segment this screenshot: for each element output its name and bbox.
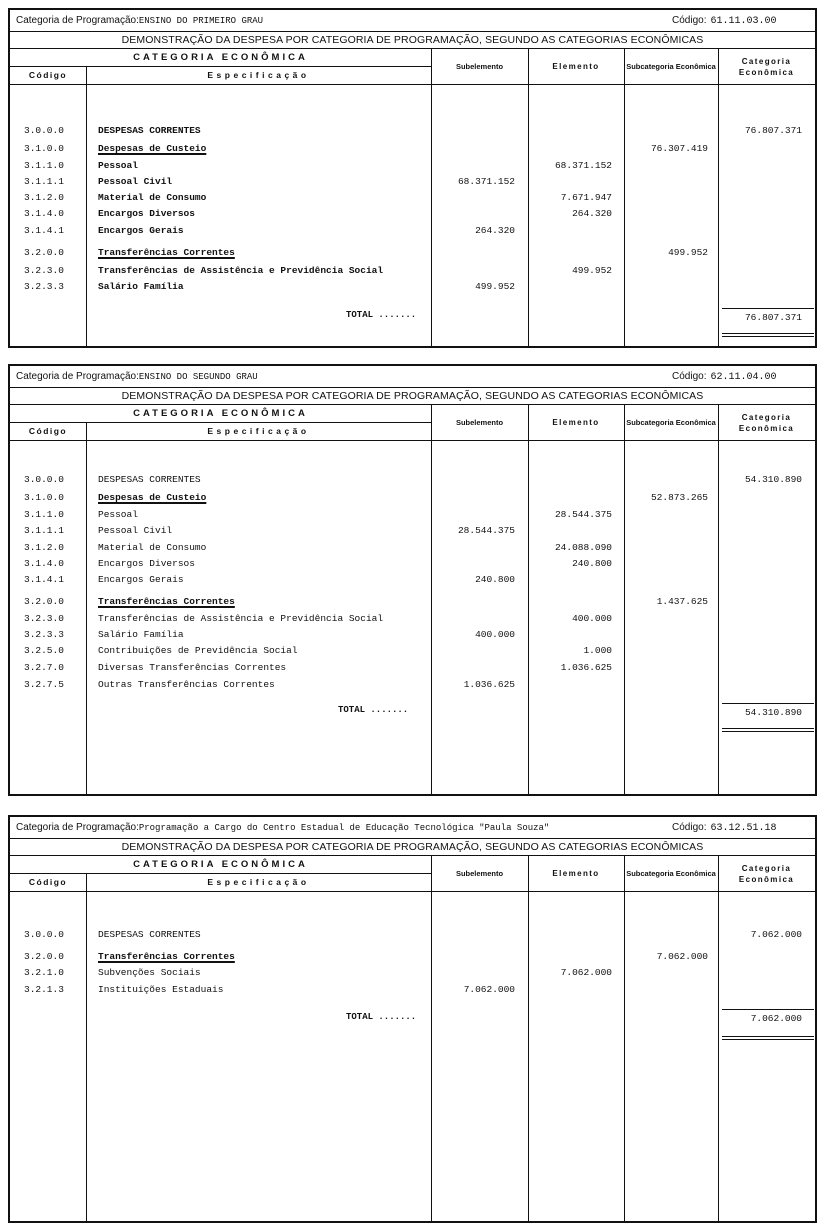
- row-code: 3.0.0.0: [24, 474, 64, 485]
- row-specification: DESPESAS CORRENTES: [98, 474, 201, 485]
- header-especificacao: Especificação: [207, 877, 310, 887]
- header-codigo: Código: [28, 426, 68, 436]
- row-elemento: 264.320: [572, 208, 612, 219]
- programming-panel: [8, 364, 817, 796]
- column-headers: [10, 856, 815, 892]
- table-row: [10, 594, 815, 610]
- row-elemento: 7.671.947: [560, 192, 612, 203]
- total-rule: [722, 703, 814, 704]
- header-categoria: Categoria Econômica: [738, 56, 795, 77]
- table-row: [10, 949, 815, 965]
- table-row: [10, 279, 815, 295]
- row-specification: Despesas de Custeio: [98, 492, 207, 503]
- row-elemento: 240.800: [572, 558, 612, 569]
- total-double-rule: [722, 728, 814, 732]
- header-codigo: Código: [28, 877, 68, 887]
- row-specification: Material de Consumo: [98, 192, 207, 203]
- row-specification: Diversas Transferências Correntes: [98, 662, 287, 673]
- total-value: 54.310.890: [744, 707, 802, 718]
- header-codigo: Código: [28, 70, 68, 80]
- row-specification: Contribuições de Previdência Social: [98, 645, 298, 656]
- category-line: [16, 15, 263, 26]
- row-specification: Pessoal Civil: [98, 525, 173, 536]
- row-subelemento: 264.320: [475, 225, 515, 236]
- row-code: 3.1.4.0: [24, 208, 64, 219]
- row-specification: Transferências Correntes: [98, 596, 235, 607]
- header-categoria: Categoria Econômica: [738, 412, 795, 433]
- total-value: 76.807.371: [744, 312, 802, 323]
- row-code: 3.2.1.3: [24, 984, 64, 995]
- row-code: 3.2.0.0: [24, 951, 64, 962]
- column-divider: [624, 856, 625, 1221]
- column-headers: [10, 49, 815, 85]
- row-specification: DESPESAS CORRENTES: [98, 125, 201, 136]
- row-code: 3.0.0.0: [24, 929, 64, 940]
- row-specification: Despesas de Custeio: [98, 143, 207, 154]
- row-subcategoria: 499.952: [668, 247, 708, 258]
- row-code: 3.1.1.0: [24, 509, 64, 520]
- row-subelemento: 499.952: [475, 281, 515, 292]
- total-rule: [722, 308, 814, 309]
- row-subcategoria: 1.437.625: [656, 596, 708, 607]
- code-line: [672, 15, 776, 27]
- total-label: TOTAL .......: [346, 1012, 417, 1022]
- code-line: [672, 822, 776, 834]
- row-code: 3.2.3.0: [24, 265, 64, 276]
- demonstration-title: DEMONSTRAÇÃO DA DESPESA POR CATEGORIA DE PROGRAMAÇÃO, SEGUNDO AS CATEGORIAS ECONÔMICAS: [10, 32, 815, 49]
- row-code: 3.2.7.5: [24, 679, 64, 690]
- row-code: 3.1.2.0: [24, 192, 64, 203]
- header-subelemento: Subelemento: [455, 62, 504, 71]
- header-subelemento: Subelemento: [455, 869, 504, 878]
- code-label: Código:: [672, 822, 707, 833]
- total-label: TOTAL .......: [346, 310, 417, 320]
- row-code: 3.1.1.1: [24, 176, 64, 187]
- row-code: 3.2.3.3: [24, 281, 64, 292]
- category-label: Categoria de Programação:: [16, 15, 139, 26]
- row-elemento: 24.088.090: [554, 542, 612, 553]
- panel-header: [10, 10, 815, 32]
- header-elemento: Elemento: [552, 62, 600, 71]
- row-specification: Transferências de Assistência e Previdência Social: [98, 613, 384, 624]
- row-specification: Outras Transferências Correntes: [98, 679, 275, 690]
- row-specification: Encargos Gerais: [98, 574, 184, 585]
- row-specification: Salário Família: [98, 281, 184, 292]
- row-subelemento: 1.036.625: [463, 679, 515, 690]
- column-divider: [528, 856, 529, 1221]
- row-code: 3.2.5.0: [24, 645, 64, 656]
- demonstration-title: DEMONSTRAÇÃO DA DESPESA POR CATEGORIA DE PROGRAMAÇÃO, SEGUNDO AS CATEGORIAS ECONÔMICAS: [10, 388, 815, 405]
- row-code: 3.2.3.0: [24, 613, 64, 624]
- table-row: [10, 490, 815, 506]
- category-value: ENSINO DO SEGUNDO GRAU: [138, 372, 258, 382]
- row-elemento: 68.371.152: [554, 160, 612, 171]
- total-double-rule: [722, 1036, 814, 1040]
- row-specification: Encargos Diversos: [98, 208, 195, 219]
- row-subcategoria: 52.873.265: [650, 492, 708, 503]
- row-code: 3.1.0.0: [24, 143, 64, 154]
- row-code: 3.1.1.0: [24, 160, 64, 171]
- demonstration-title: DEMONSTRAÇÃO DA DESPESA POR CATEGORIA DE PROGRAMAÇÃO, SEGUNDO AS CATEGORIAS ECONÔMICAS: [10, 839, 815, 856]
- row-code: 3.2.0.0: [24, 247, 64, 258]
- table-row: [10, 507, 815, 523]
- total-rule: [722, 1009, 814, 1010]
- row-code: 3.1.1.1: [24, 525, 64, 536]
- column-divider: [431, 856, 432, 1221]
- code-line: [672, 371, 776, 383]
- table-row: [10, 643, 815, 659]
- row-code: 3.1.0.0: [24, 492, 64, 503]
- row-specification: Pessoal Civil: [98, 176, 173, 187]
- table-row: [10, 556, 815, 572]
- category-line: [16, 371, 258, 382]
- row-elemento: 1.000: [583, 645, 612, 656]
- row-code: 3.1.4.1: [24, 574, 64, 585]
- header-especificacao: Especificação: [207, 70, 310, 80]
- row-subelemento: 28.544.375: [457, 525, 515, 536]
- row-code: 3.1.2.0: [24, 542, 64, 553]
- row-elemento: 499.952: [572, 265, 612, 276]
- header-subcategoria: Subcategoria Econômica: [626, 62, 716, 71]
- table-row: [10, 927, 815, 943]
- expense-table: [10, 405, 815, 794]
- row-categoria: 7.062.000: [750, 929, 802, 940]
- table-row: [10, 965, 815, 981]
- code-label: Código:: [672, 15, 707, 26]
- row-specification: Encargos Gerais: [98, 225, 184, 236]
- table-row: [10, 627, 815, 643]
- table-row: [10, 982, 815, 998]
- programming-panel: [8, 815, 817, 1223]
- table-row: [10, 141, 815, 157]
- row-specification: Instituições Estaduais: [98, 984, 224, 995]
- row-specification: Subvenções Sociais: [98, 967, 201, 978]
- table-row: [10, 245, 815, 261]
- table-row: [10, 523, 815, 539]
- row-specification: Pessoal: [98, 509, 138, 520]
- row-specification: Salário Família: [98, 629, 184, 640]
- row-specification: Transferências de Assistência e Previdência Social: [98, 265, 384, 276]
- panel-header: [10, 366, 815, 388]
- row-subelemento: 68.371.152: [457, 176, 515, 187]
- row-subelemento: 7.062.000: [463, 984, 515, 995]
- row-subelemento: 400.000: [475, 629, 515, 640]
- row-specification: Pessoal: [98, 160, 138, 171]
- row-elemento: 400.000: [572, 613, 612, 624]
- table-row: [10, 174, 815, 190]
- row-categoria: 54.310.890: [744, 474, 802, 485]
- column-divider: [718, 856, 719, 1221]
- row-specification: Transferências Correntes: [98, 951, 235, 962]
- header-elemento: Elemento: [552, 869, 600, 878]
- header-categoria-economica: CATEGORIA ECONÔMICA: [10, 49, 431, 67]
- row-specification: DESPESAS CORRENTES: [98, 929, 201, 940]
- table-row: [10, 158, 815, 174]
- code-value: 61.11.03.00: [710, 16, 777, 27]
- row-code: 3.2.0.0: [24, 596, 64, 607]
- category-label: Categoria de Programação:: [16, 371, 139, 382]
- header-elemento: Elemento: [552, 418, 600, 427]
- row-specification: Material de Consumo: [98, 542, 207, 553]
- table-row: [10, 206, 815, 222]
- table-row: [10, 472, 815, 488]
- category-label: Categoria de Programação:: [16, 822, 139, 833]
- header-categoria: Categoria Econômica: [738, 863, 795, 884]
- header-subcategoria: Subcategoria Econômica: [626, 418, 716, 427]
- row-code: 3.2.7.0: [24, 662, 64, 673]
- header-categoria-economica: CATEGORIA ECONÔMICA: [10, 856, 431, 874]
- row-elemento: 1.036.625: [560, 662, 612, 673]
- table-row: [10, 123, 815, 139]
- row-specification: Transferências Correntes: [98, 247, 235, 258]
- programming-panel: [8, 8, 817, 348]
- header-especificacao: Especificação: [207, 426, 310, 436]
- table-row: [10, 190, 815, 206]
- row-elemento: 28.544.375: [554, 509, 612, 520]
- row-code: 3.2.3.3: [24, 629, 64, 640]
- category-line: [16, 822, 549, 833]
- row-code: 3.1.4.0: [24, 558, 64, 569]
- row-code: 3.2.1.0: [24, 967, 64, 978]
- column-headers: [10, 405, 815, 441]
- row-specification: Encargos Diversos: [98, 558, 195, 569]
- header-categoria-economica: CATEGORIA ECONÔMICA: [10, 405, 431, 423]
- category-value: ENSINO DO PRIMEIRO GRAU: [138, 16, 264, 26]
- category-value: Programação a Cargo do Centro Estadual de Educação Tecnológica "Paula Souza": [138, 823, 550, 833]
- row-elemento: 7.062.000: [560, 967, 612, 978]
- table-row: [10, 611, 815, 627]
- table-row: [10, 223, 815, 239]
- total-double-rule: [722, 333, 814, 337]
- row-subcategoria: 76.307.419: [650, 143, 708, 154]
- table-row: [10, 540, 815, 556]
- expense-table: [10, 856, 815, 1221]
- total-label: TOTAL .......: [338, 705, 409, 715]
- row-code: 3.1.4.1: [24, 225, 64, 236]
- expense-table: [10, 49, 815, 346]
- code-value: 62.11.04.00: [710, 372, 777, 383]
- row-code: 3.0.0.0: [24, 125, 64, 136]
- header-subcategoria: Subcategoria Econômica: [626, 869, 716, 878]
- table-row: [10, 263, 815, 279]
- panel-header: [10, 817, 815, 839]
- row-subcategoria: 7.062.000: [656, 951, 708, 962]
- total-value: 7.062.000: [750, 1013, 802, 1024]
- row-categoria: 76.807.371: [744, 125, 802, 136]
- header-subelemento: Subelemento: [455, 418, 504, 427]
- table-row: [10, 572, 815, 588]
- code-label: Código:: [672, 371, 707, 382]
- table-row: [10, 660, 815, 676]
- row-subelemento: 240.800: [475, 574, 515, 585]
- code-value: 63.12.51.18: [710, 823, 777, 834]
- table-row: [10, 677, 815, 693]
